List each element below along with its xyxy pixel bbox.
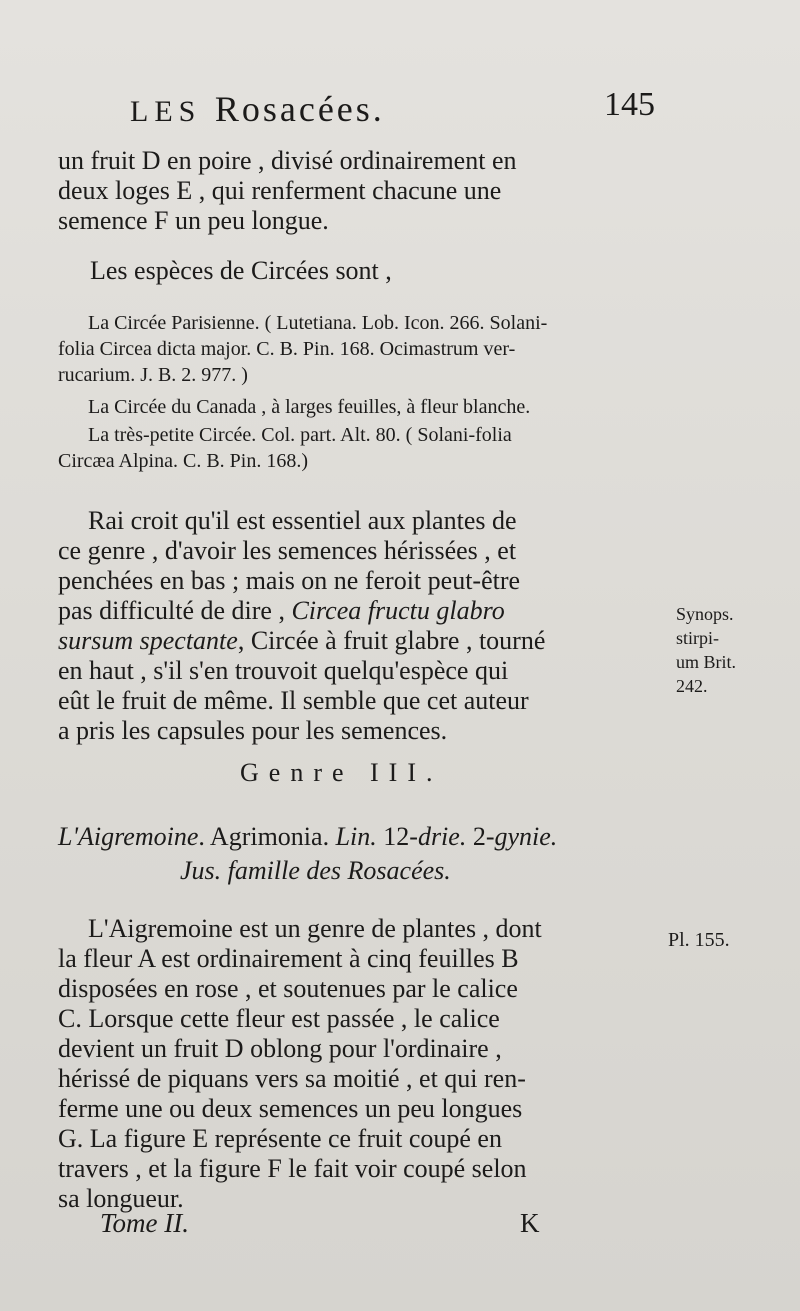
para3-line-8: G. La figure E représente ce fruit coupé en [58,1124,502,1153]
para3-line-10: sa longueur. [58,1184,184,1213]
para3-line-6: hérissé de piquans vers sa moitié , et qui ren- [58,1064,526,1093]
margin-note-plate: Pl. 155. [668,929,730,951]
latin-phrase-cont: sursum spectante [58,626,238,655]
species-line-1: La Circée Parisienne. ( Lutetiana. Lob. Icon. 266. Solani- [88,312,548,334]
page-number: 145 [604,86,655,123]
margin-note-synops [676,602,736,698]
order-number: 2- [466,822,495,851]
para2-line-2: ce genre , d'avoir les semences hérissées , et [58,536,517,565]
para3-line-7: ferme une ou deux semences un peu longues [58,1094,523,1123]
species-line-3: rucarium. J. B. 2. 977. ) [58,364,248,386]
species-line-5: La très-petite Circée. Col. part. Alt. 80. ( Solani-folia [88,424,512,446]
genus-title-line-2: Jus. famille des Rosacées. [180,856,451,885]
genus-title-line-1 [58,822,557,852]
margin-note-line: 242. [676,676,708,696]
para2-line-8: a pris les capsules pour les semences. [58,716,448,745]
para3-line-9: travers , et la figure F le fait voir coupé selon [58,1154,527,1183]
para2-line-4 [58,596,505,626]
para2-line-3: penchées en bas ; mais on ne feroit peut-être [58,566,521,595]
para2-line-5-text: , Circée à fruit glabre , tourné [237,626,546,655]
para3-line-3: disposées en rose , et soutenues par le calice [58,974,518,1003]
para2-line-4-text: pas difficulté de dire , [58,596,292,625]
para1-line-3: semence F un peu longue. [58,206,329,235]
genus-french-name: L'Aigremoine [58,822,199,851]
para3-line-5: devient un fruit D oblong pour l'ordinaire , [58,1034,502,1063]
para3-line-2: la fleur A est ordinairement à cinq feuilles B [58,944,519,973]
species-heading: Les espèces de Circées sont , [90,256,392,285]
para3-line-1: L'Aigremoine est un genre de plantes , dont [88,914,542,943]
margin-note-line: um Brit. [676,652,737,672]
linnaeus-abbrev: Lin. [335,822,377,851]
header-prefix: LES [130,95,202,128]
volume-label: Tome II. [100,1208,190,1238]
class-number: 12- [376,822,418,851]
para2-line-5 [58,626,545,656]
header-title: Rosacées. [214,89,385,129]
genus-latin-name: . Agrimonia. [198,822,336,851]
latin-phrase: Circea fructu glabro [291,596,505,625]
species-line-4: La Circée du Canada , à larges feuilles, à fleur blanche. [88,396,531,418]
class-name: drie. [417,822,467,851]
para3-line-4: C. Lorsque cette fleur est passée , le calice [58,1004,500,1033]
signature-mark: K [520,1208,540,1238]
running-header [130,88,385,130]
para2-line-6: en haut , s'il s'en trouvoit quelqu'espèce qui [58,656,509,685]
genre-heading: Genre III. [240,758,443,787]
species-line-2: folia Circea dicta major. C. B. Pin. 168. Ocimastrum ver- [58,338,516,360]
para2-line-7: eût le fruit de même. Il semble que cet auteur [58,686,529,715]
para1-line-1: un fruit D en poire , divisé ordinairement en [58,146,517,175]
para2-line-1: Rai croit qu'il est essentiel aux plantes de [88,506,517,535]
margin-note-line: stirpi- [676,628,719,648]
margin-note-line: Synops. [676,604,734,624]
para1-line-2: deux loges E , qui renferment chacune une [58,176,502,205]
species-line-6: Circæa Alpina. C. B. Pin. 168.) [58,450,308,472]
order-name: gynie. [494,822,558,851]
